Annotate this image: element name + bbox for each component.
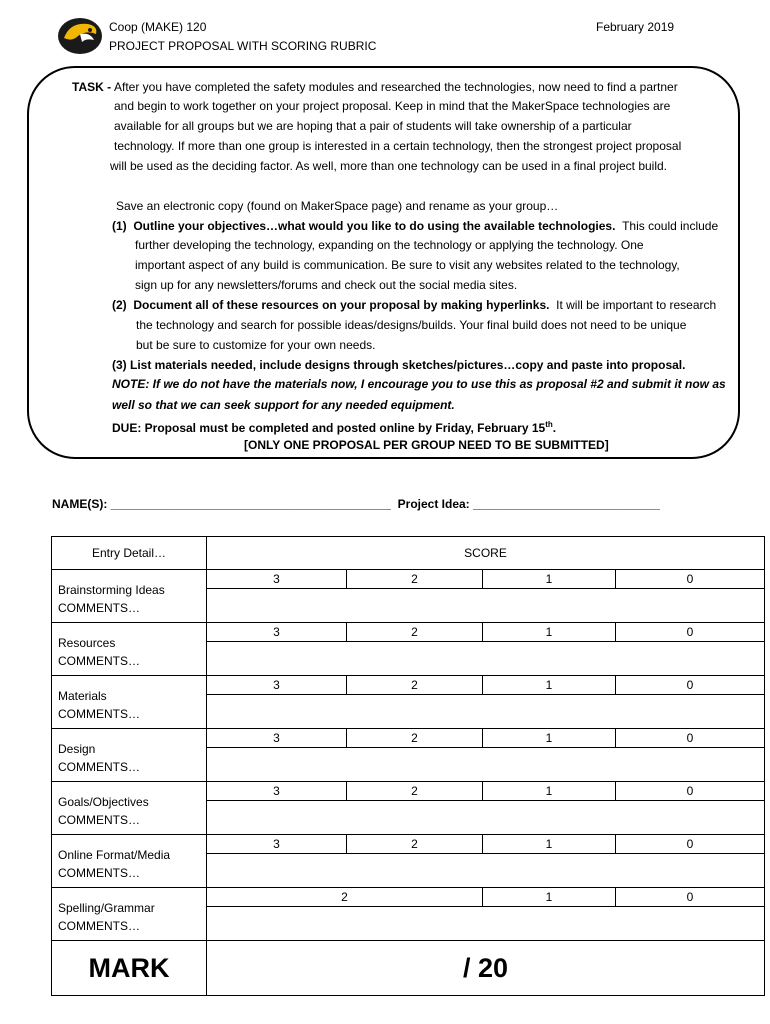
task-label: TASK - <box>72 80 112 94</box>
score-cell[interactable]: 2 <box>347 623 483 642</box>
row-label: Design COMMENTS… <box>52 729 207 782</box>
score-cell[interactable]: 1 <box>483 676 616 695</box>
item-1-line-4: sign up for any newsletters/forums and check out the social media sites. <box>135 278 518 292</box>
save-instruction: Save an electronic copy (found on MakerSpace page) and rename as your group… <box>116 199 559 213</box>
score-cell[interactable]: 2 <box>347 729 483 748</box>
row-label: Spelling/Grammar COMMENTS… <box>52 888 207 941</box>
subtitle: PROJECT PROPOSAL WITH SCORING RUBRIC <box>109 39 377 53</box>
score-cell[interactable]: 3 <box>207 835 347 854</box>
score-cell[interactable]: 2 <box>347 782 483 801</box>
score-cell[interactable]: 1 <box>483 623 616 642</box>
score-cell[interactable]: 1 <box>483 888 616 907</box>
comments-field[interactable] <box>207 642 765 676</box>
row-label: Materials COMMENTS… <box>52 676 207 729</box>
table-row <box>52 570 765 589</box>
item-1: (1) Outline your objectives…what would you like to do using the available technologies. This could include <box>112 219 719 233</box>
score-cell[interactable]: 3 <box>207 782 347 801</box>
task-line-5: will be used as the deciding factor. As well, more than one technology can be used in a final project build. <box>110 159 668 173</box>
item-1-line-2: further developing the technology, expanding on the technology or applying the technology. One <box>135 238 644 252</box>
score-cell[interactable]: 1 <box>483 835 616 854</box>
score-cell[interactable]: 2 <box>207 888 483 907</box>
task-line-2: and begin to work together on your project proposal. Keep in mind that the MakerSpace technologies are <box>114 99 671 113</box>
comments-field[interactable] <box>207 695 765 729</box>
table-row <box>52 623 765 642</box>
date: February 2019 <box>596 20 675 34</box>
score-cell[interactable]: 1 <box>483 782 616 801</box>
score-cell[interactable]: 0 <box>616 782 765 801</box>
course-title: Coop (MAKE) 120 <box>109 20 207 34</box>
school-logo <box>56 16 104 56</box>
table-row <box>52 729 765 748</box>
score-cell[interactable]: 3 <box>207 570 347 589</box>
score-cell[interactable]: 3 <box>207 729 347 748</box>
task-line-1: After you have completed the safety modules and researched the technologies, now need to find a partner <box>114 80 678 94</box>
only-one-note: [ONLY ONE PROPOSAL PER GROUP NEED TO BE SUBMITTED] <box>244 438 609 452</box>
comments-field[interactable] <box>207 748 765 782</box>
score-cell[interactable]: 0 <box>616 570 765 589</box>
row-label: Brainstorming Ideas COMMENTS… <box>52 570 207 623</box>
note-line-2: well so that we can seek support for any needed equipment. <box>112 398 455 412</box>
task-line-4: technology. If more than one group is interested in a certain technology, then the strongest project proposal <box>114 139 682 153</box>
score-cell[interactable]: 3 <box>207 623 347 642</box>
comments-field[interactable] <box>207 854 765 888</box>
score-cell[interactable]: 0 <box>616 888 765 907</box>
score-cell[interactable]: 2 <box>347 835 483 854</box>
item-1-line-3: important aspect of any build is communication. Be sure to visit any websites related to the technology, <box>135 258 680 272</box>
comments-field[interactable] <box>207 801 765 835</box>
score-cell[interactable]: 2 <box>347 676 483 695</box>
table-row <box>52 782 765 801</box>
item-2-line-3: but be sure to customize for your own needs. <box>136 338 376 352</box>
scoring-rubric <box>51 536 765 996</box>
item-3: (3) List materials needed, include designs through sketches/pictures…copy and paste into proposal. <box>112 358 686 372</box>
comments-field[interactable] <box>207 907 765 941</box>
item-2-line-2: the technology and search for possible ideas/designs/builds. Your final build does not need to be unique <box>136 318 687 332</box>
score-cell[interactable]: 0 <box>616 729 765 748</box>
note-line-1: NOTE: If we do not have the materials now, I encourage you to use this as proposal #2 and submit it now as <box>112 377 726 391</box>
score-cell[interactable]: 1 <box>483 570 616 589</box>
row-label: Online Format/Media COMMENTS… <box>52 835 207 888</box>
score-cell[interactable]: 3 <box>207 676 347 695</box>
task-line-3: available for all groups but we are hoping that a pair of students will take ownership of a particular <box>114 119 632 133</box>
score-cell[interactable]: 0 <box>616 835 765 854</box>
item-2: (2) Document all of these resources on your proposal by making hyperlinks. It will be important to research <box>112 298 717 312</box>
names-field[interactable]: NAME(S): __________________________________________ Project Idea: ____________________________ <box>52 497 660 511</box>
score-header: SCORE <box>207 537 765 570</box>
entry-detail-header: Entry Detail… <box>52 537 207 570</box>
mark-total[interactable]: / 20 <box>207 941 765 996</box>
score-cell[interactable]: 0 <box>616 623 765 642</box>
table-row <box>52 888 765 907</box>
score-cell[interactable]: 2 <box>347 570 483 589</box>
score-cell[interactable]: 1 <box>483 729 616 748</box>
comments-field[interactable] <box>207 589 765 623</box>
row-label: Goals/Objectives COMMENTS… <box>52 782 207 835</box>
score-cell[interactable]: 0 <box>616 676 765 695</box>
table-row <box>52 835 765 854</box>
mark-label: MARK <box>52 941 207 996</box>
table-row <box>52 676 765 695</box>
due-line: DUE: Proposal must be completed and posted online by Friday, February 15th. <box>112 420 557 435</box>
row-label: Resources COMMENTS… <box>52 623 207 676</box>
